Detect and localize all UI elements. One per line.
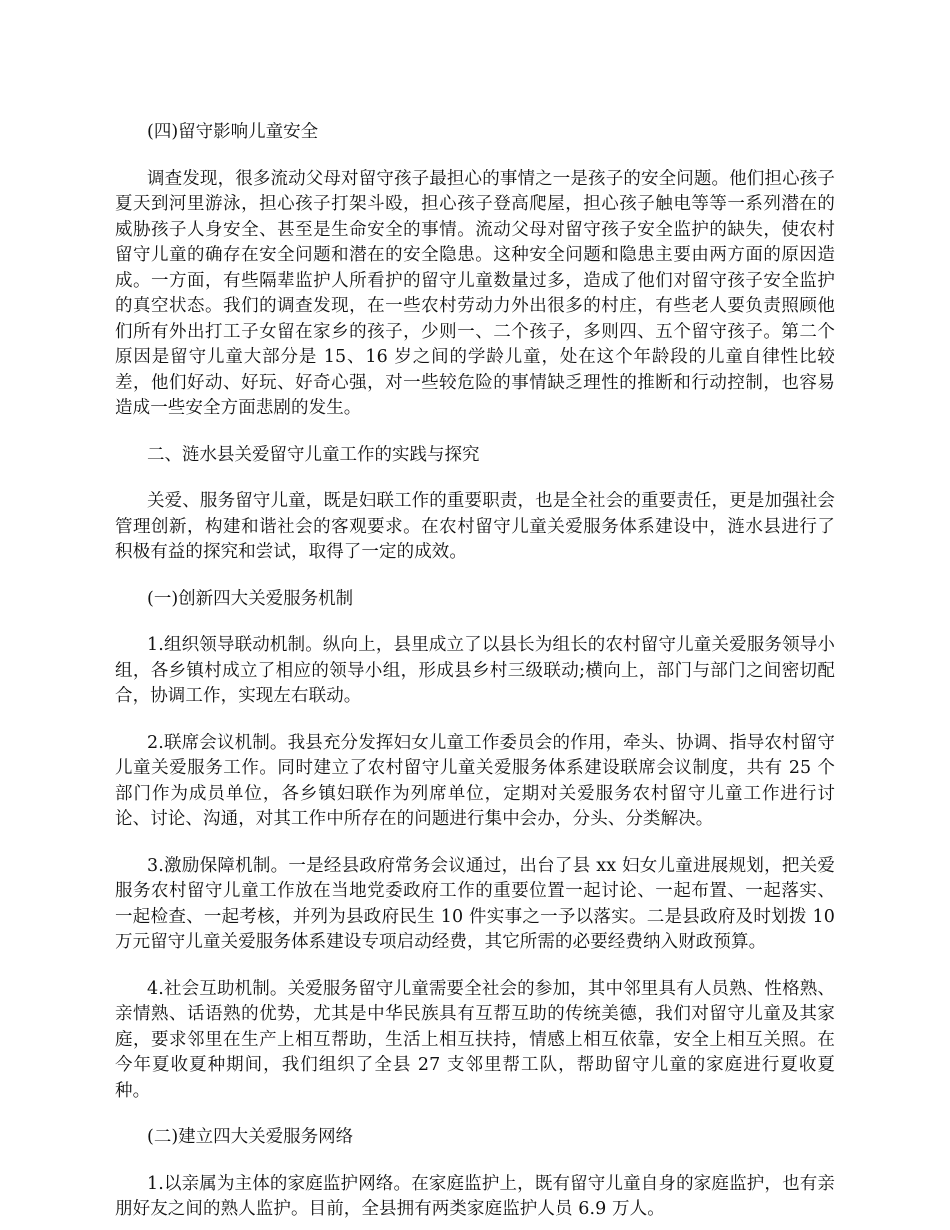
section-heading-2: 二、涟水县关爱留守儿童工作的实践与探究 [147,444,480,465]
section-heading-4: (四)留守影响儿童安全 [147,122,319,142]
subsection-heading-2: (二)建立四大关爱服务网络 [147,1127,354,1147]
paragraph-mechanism-4: 4.社会互助机制。关爱服务留守儿童需要全社会的参加，其中邻里具有人员熟、性格熟、亲情熟、话语熟的优势，尤其是中华民族具有互帮互助的传统美德，我们对留守儿童及其家庭，要求邻里在生产上相互帮助，生活上相互扶持，情感上相互依靠，安全上相互关照。在今年夏收夏种期间，我们组织了全县 27 支邻里帮工队，帮助留守儿童的家庭进行夏收夏种。 [115,978,835,1101]
paragraph-mechanism-1: 1.组织领导联动机制。纵向上，县里成立了以县长为组长的农村留守儿童关爱服务领导小组，各乡镇村成立了相应的领导小组，形成县乡村三级联动;横向上，部门与部门之间密切配合，协调工作，实现左右联动。 [115,635,835,706]
paragraph-mechanism-3: 3.激励保障机制。一是经县政府常务会议通过，出台了县 xx 妇女儿童进展规划，把关爱服务农村留守儿童工作放在当地党委政府工作的重要位置一起讨论、一起布置、一起落实、一起检查、一起考核，并列为县政府民生 10 件实事之一予以落实。二是县政府及时划拨 10 万元留守儿童关爱服务体系建设专项启动经费，其它所需的必要经费纳入财政预算。 [115,855,835,952]
paragraph-intro: 关爱、服务留守儿童，既是妇联工作的重要职责，也是全社会的重要责任，更是加强社会管理创新，构建和谐社会的客观要求。在农村留守儿童关爱服务体系建设中，涟水县进行了积极有益的探究和尝试，取得了一定的成效。 [115,491,835,562]
subsection-heading-1: (一)创新四大关爱服务机制 [147,588,354,609]
paragraph-mechanism-2: 2.联席会议机制。我县充分发挥妇女儿童工作委员会的作用，牵头、协调、指导农村留守儿童关爱服务工作。同时建立了农村留守儿童关爱服务体系建设联席会议制度，共有 25 个部门作为成员单位，各乡镇妇联作为列席单位，定期对关爱服务农村留守儿童工作进行讨论、讨论、沟通，对其工作中所存在的问题进行集中会办，分头、分类解决。 [115,732,835,829]
paragraph-safety: 调查发现，很多流动父母对留守孩子最担心的事情之一是孩子的安全问题。他们担心孩子夏天到河里游泳，担心孩子打架斗殴，担心孩子登高爬屋，担心孩子触电等等一系列潜在的威胁孩子人身安全、甚至是生命安全的事情。流动父母对留守孩子安全监护的缺失，使农村留守儿童的确存在安全问题和潜在的安全隐患。这种安全问题和隐患主要由两方面的原因造成。一方面，有些隔辈监护人所看护的留守儿童数量过多，造成了他们对留守孩子安全监护的真空状态。我们的调查发现，在一些农村劳动力外出很多的村庄，有些老人要负责照顾他们所有外出打工子女留在家乡的孩子，少则一、二个孩子，多则四、五个留守孩子。第二个原因是留守儿童大部分是 15、16 岁之间的学龄儿童，处在这个年龄段的儿童自律性比较差，他们好动、好玩、好奇心强，对一些较危险的事情缺乏理性的推断和行动控制，也容易造成一些安全方面悲剧的发生。 [115,168,835,418]
paragraph-network-1: 1.以亲属为主体的家庭监护网络。在家庭监护上，既有留守儿童自身的家庭监护，也有亲朋好友之间的熟人监护。目前，全县拥有两类家庭监护人员 6.9 万人。 [115,1173,835,1219]
